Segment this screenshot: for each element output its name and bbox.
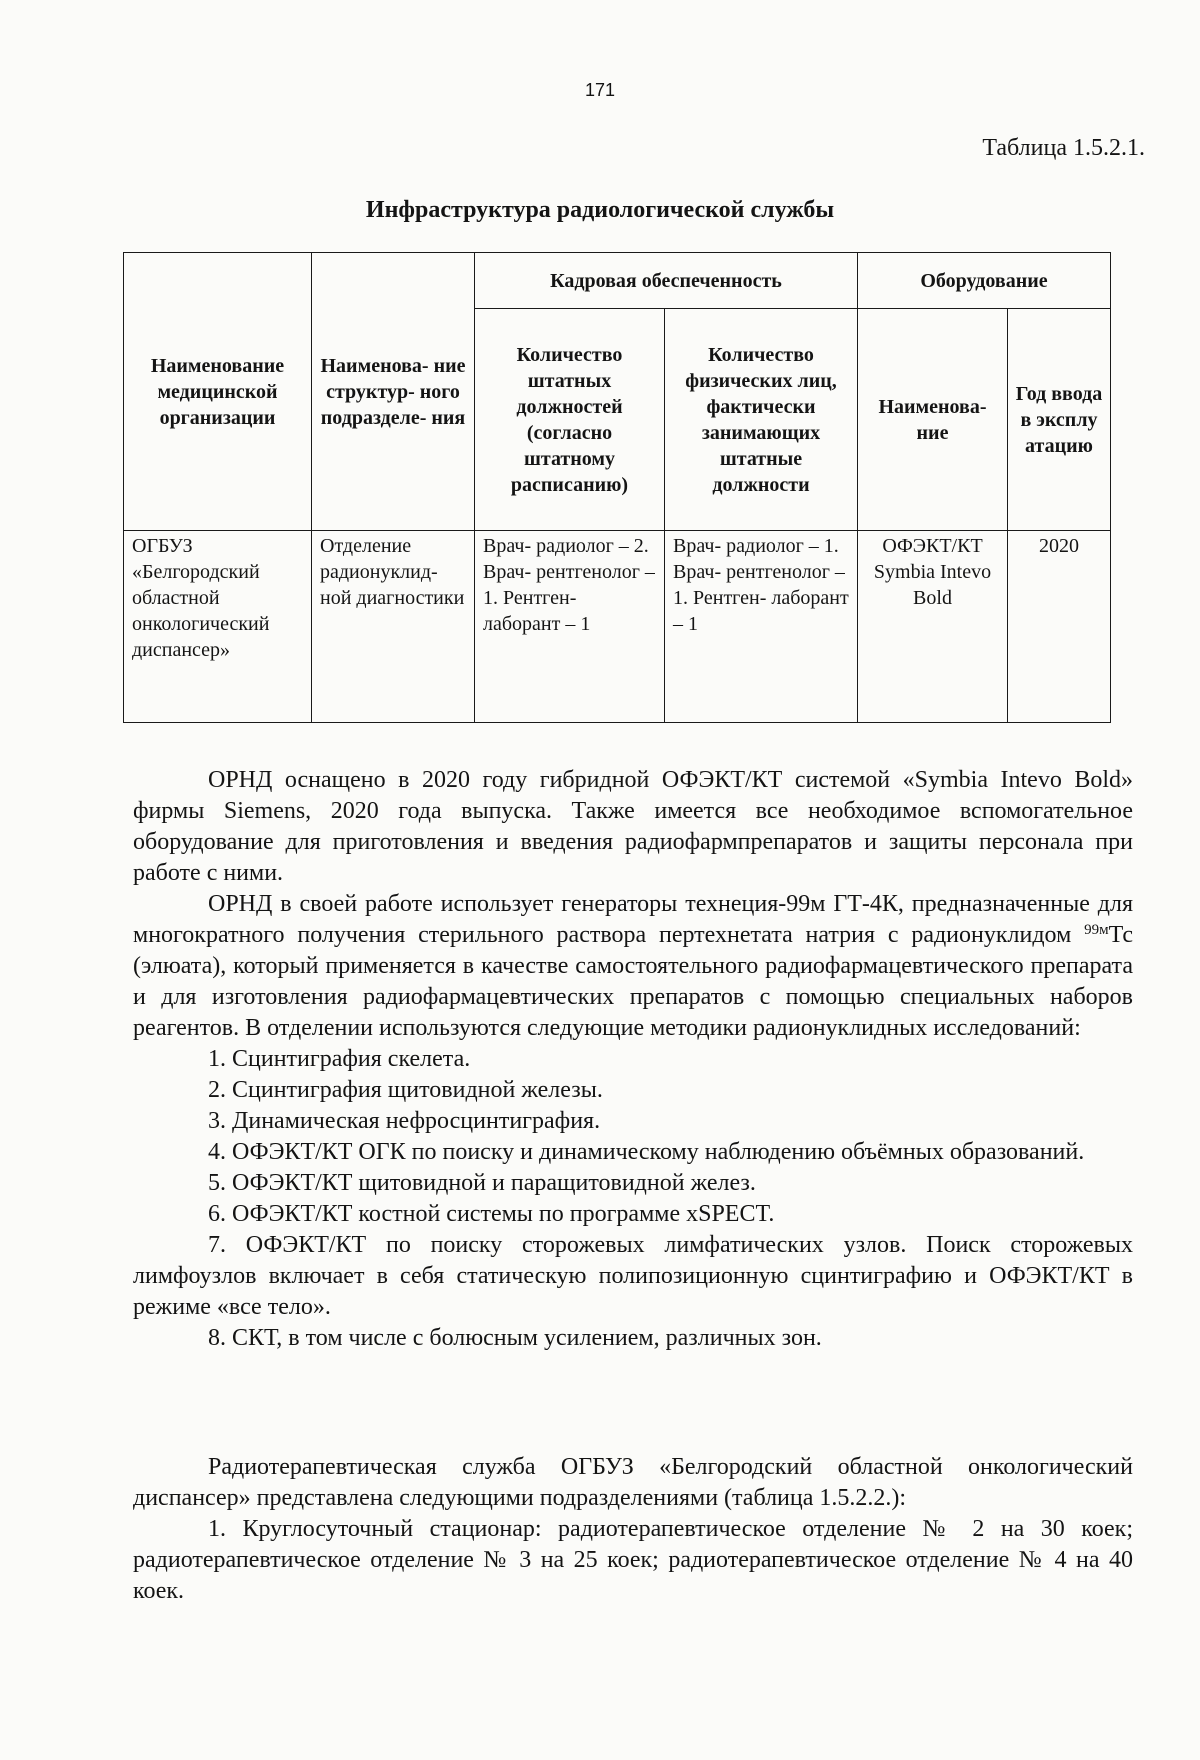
method-item-3: 3. Динамическая нефросцинтиграфия. [208, 1108, 601, 1134]
cell-staff-positions: Врач- радиолог – 2. Врач- рентгенолог – 1. Рентген- лаборант – 1 [475, 531, 665, 723]
header-staffing-group: Кадровая обеспеченность [475, 253, 858, 309]
method-item-6: 6. ОФЭКТ/КТ костной системы по программе xSPECT. [208, 1201, 775, 1227]
paragraph-generators [133, 889, 1133, 1044]
method-item-2: 2. Сцинтиграфия щитовидной железы. [208, 1077, 603, 1103]
method-item-4: 4. ОФЭКТ/КТ ОГК по поиску и динамическому наблюдению объёмных образований. [208, 1139, 1085, 1165]
header-equipment-group: Оборудование [858, 253, 1111, 309]
header-unit: Наименова- ние структур- ного подразделе- ния [312, 253, 475, 531]
paragraph-generators-part1: ОРНД в своей работе использует генераторы технеция-99м ГТ-4К, предназначенные для многократного получения стерильного раствора пертехнетата натрия с радионуклидом [133, 891, 1133, 948]
paragraph-radiotherapy: Радиотерапевтическая служба ОГБУЗ «Белгородский областной онкологический диспансер» представлена следующими подразделениями (таблица 1.5.2.2.): [133, 1454, 1133, 1511]
method-item-1: 1. Сцинтиграфия скелета. [208, 1046, 471, 1072]
cell-physical-persons: Врач- радиолог – 1. Врач- рентгенолог – 1. Рентген- лаборант – 1 [665, 531, 858, 723]
table-group-header-row [124, 253, 1111, 309]
infrastructure-table [123, 252, 1111, 723]
cell-org: ОГБУЗ «Белгородский областной онкологический диспансер» [124, 531, 312, 723]
main-text [133, 765, 1133, 1354]
header-year: Год ввода в эксплу атацию [1008, 309, 1111, 531]
header-org: Наименование медицинской организации [124, 253, 312, 531]
method-item-7: 7. ОФЭКТ/КТ по поиску сторожевых лимфатических узлов. Поиск сторожевых лимфоузлов включает в себя статическую полипозиционную сцинтиграфию и ОФЭКТ/КТ в режиме «все тело». [133, 1232, 1133, 1320]
cell-year: 2020 [1008, 531, 1111, 723]
method-item-5: 5. ОФЭКТ/КТ щитовидной и паращитовидной желез. [208, 1170, 756, 1196]
cell-equipment-name: ОФЭКТ/КТ Symbia Intevo Bold [858, 531, 1008, 723]
page-number: 171 [584, 80, 616, 100]
cell-unit: Отделение радионуклид- ной диагностики [312, 531, 475, 723]
header-equipment-name: Наименова- ние [858, 309, 1008, 531]
paragraph-generators-part2: Тс (элюата), который применяется в качестве самостоятельного радиофармацевтического препарата и для изготовления радиофармацевтических препаратов с помощью специальных наборов реагентов. В отделении используются следующие методики радионуклидных исследований: [133, 922, 1134, 1041]
header-staff-positions: Количество штатных должностей (согласно штатному расписанию) [475, 309, 665, 531]
header-physical-persons: Количество физических лиц, фактически занимающих штатные должности [665, 309, 858, 531]
table-number: Таблица 1.5.2.1. [982, 135, 1145, 161]
radiotherapy-text [133, 1452, 1133, 1607]
table-title: Инфраструктура радиологической службы [365, 197, 835, 223]
paragraph-equipment: ОРНД оснащено в 2020 году гибридной ОФЭКТ/КТ системой «Symbia Intevo Bold» фирмы Siemens, 2020 года выпуска. Также имеется все необходимое вспомогательное оборудование для приготовления и введения радиофармпрепаратов и защиты персонала при работе с ними. [133, 767, 1133, 886]
paragraph-inpatient: 1. Круглосуточный стационар: радиотерапевтическое отделение № 2 на 30 коек; радиотерапевтическое отделение № 3 на 25 коек; радиотерапевтическое отделение № 4 на 40 коек. [133, 1516, 1133, 1604]
table-row [124, 531, 1111, 723]
method-item-8: 8. СКТ, в том числе с болюсным усилением, различных зон. [208, 1325, 822, 1351]
isotope-superscript: 99м [1084, 922, 1109, 938]
